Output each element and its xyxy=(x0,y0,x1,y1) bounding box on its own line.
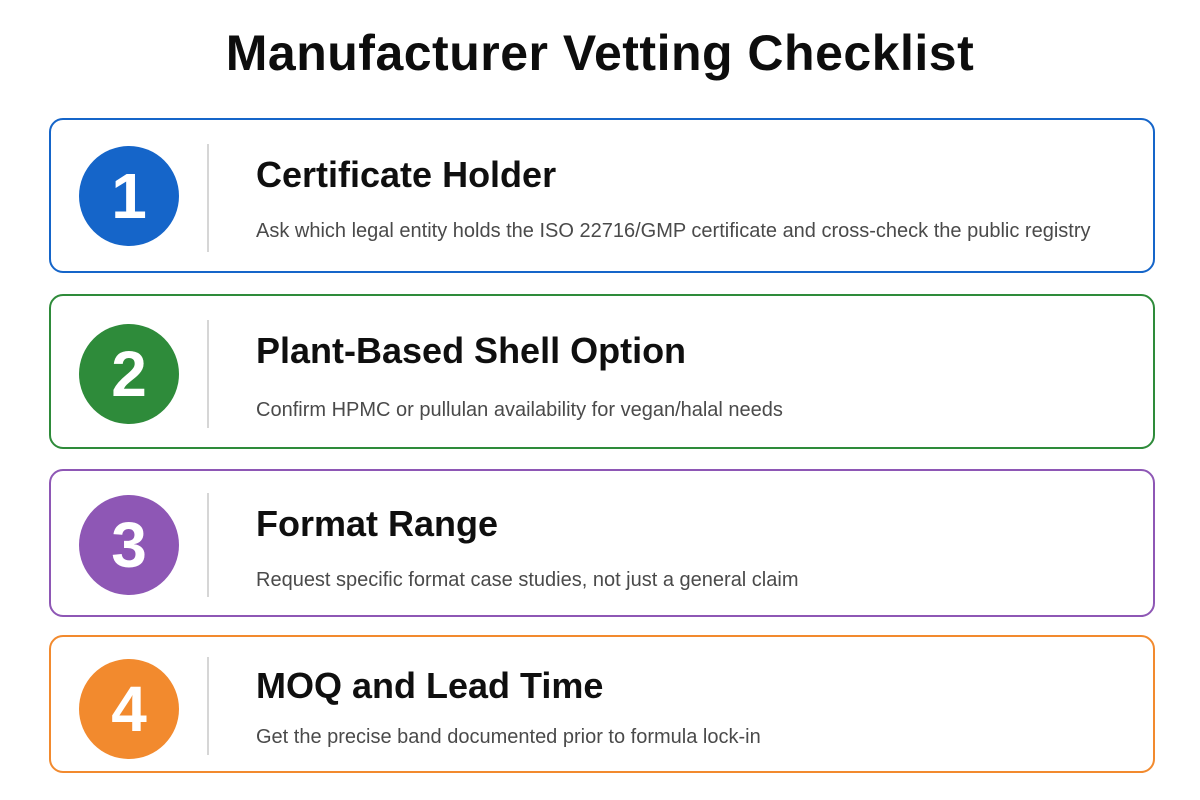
vertical-divider xyxy=(207,493,209,597)
item-description: Ask which legal entity holds the ISO 22716/GMP certificate and cross-check the public registry xyxy=(256,220,1091,242)
vertical-divider xyxy=(207,144,209,252)
checklist-item-certificate-holder xyxy=(49,118,1155,273)
vertical-divider xyxy=(207,657,209,755)
item-title: Format Range xyxy=(256,503,499,544)
checklist-item-plant-based-shell xyxy=(49,294,1155,449)
item-title: MOQ and Lead Time xyxy=(256,665,604,706)
step-number-badge: 1 xyxy=(79,146,179,246)
item-description: Confirm HPMC or pullulan availability for vegan/halal needs xyxy=(256,399,783,421)
page-title: Manufacturer Vetting Checklist xyxy=(225,25,975,81)
step-number-badge: 3 xyxy=(79,495,179,595)
step-number-badge: 2 xyxy=(79,324,179,424)
vertical-divider xyxy=(207,320,209,428)
item-title: Plant-Based Shell Option xyxy=(256,330,687,371)
checklist-item-format-range xyxy=(49,469,1155,617)
item-title: Certificate Holder xyxy=(256,154,557,195)
step-number-badge: 4 xyxy=(79,659,179,759)
checklist-item-moq-lead-time xyxy=(49,635,1155,773)
item-description: Get the precise band documented prior to formula lock-in xyxy=(256,726,761,748)
item-description: Request specific format case studies, not just a general claim xyxy=(256,569,799,591)
